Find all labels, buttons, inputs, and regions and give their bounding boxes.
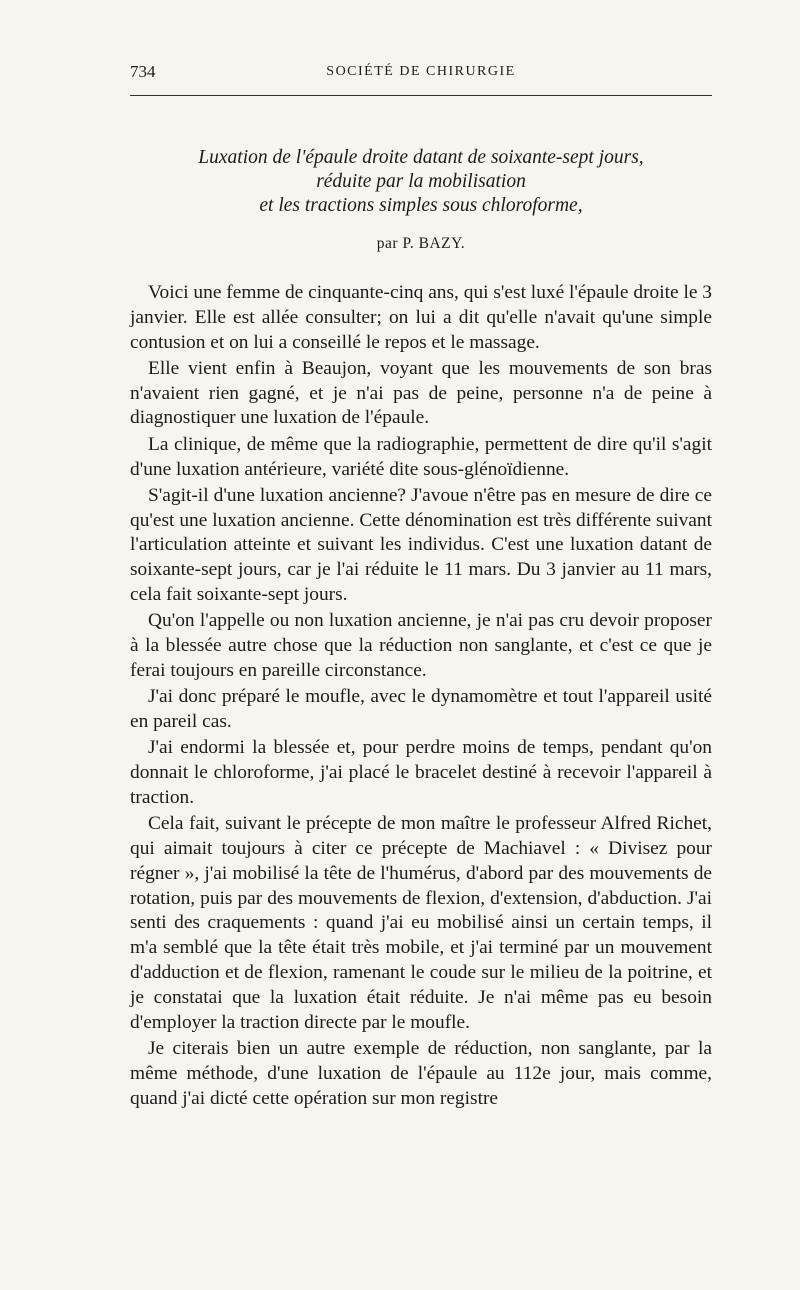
author-byline: par P. BAZY.: [376, 235, 466, 252]
paragraph: S'agit-il d'une luxation ancienne? J'avoue n'être pas en mesure de dire ce qu'est une luxation ancienne. Cette dénomination est très différente suivant l'articulation atteinte et suivant les individus. C'est une luxation datant de soixante-sept jours, car je l'ai réduite le 11 mars. Du 3 janvier au 11 mars, cela fait soixante-sept jours.: [130, 484, 712, 606]
title-line: et les tractions simples sous chloroforme,: [259, 195, 583, 216]
paragraph: La clinique, de même que la radiographie, permettent de dire qu'il s'agit d'une luxation antérieure, variété dite sous-glénoïdienne.: [130, 433, 712, 480]
title-line: Luxation de l'épaule droite datant de soixante-sept jours,: [198, 147, 644, 168]
paragraph: Je citerais bien un autre exemple de réduction, non sanglante, par la même méthode, d'une luxation de l'épaule au 112e jour, mais comme, quand j'ai dicté cette opération sur mon registre: [130, 1037, 712, 1109]
article-body: [130, 281, 712, 1111]
page-header: [130, 58, 712, 88]
running-head: SOCIÉTÉ DE CHIRURGIE: [326, 64, 516, 79]
paragraph: Cela fait, suivant le précepte de mon maître le professeur Alfred Richet, qui aimait toujours à citer ce précepte de Machiavel : « Divisez pour régner », j'ai mobilisé la tête de l'humérus, d'abord par des mouvements de rotation, puis par des mouvements de flexion, d'extension, d'abduction. J'ai senti des craquements : quand j'ai eu mobilisé ainsi un certain temps, il m'a semblé que la tête était très mobile, et j'ai terminé par un mouvement d'adduction et de flexion, ramenant le coude sur le milieu de la poitrine, et je constatai que la luxation était réduite. Je n'ai même pas eu besoin d'employer la traction directe par le moufle.: [130, 813, 712, 1033]
page-number: 734: [130, 62, 156, 81]
paragraph: Elle vient enfin à Beaujon, voyant que les mouvements de son bras n'avaient rien gagné, et je n'ai pas de peine, personne n'a de peine à diagnostiquer une luxation de l'épaule.: [130, 357, 712, 429]
paragraph: Voici une femme de cinquante-cinq ans, qui s'est luxé l'épaule droite le 3 janvier. Elle est allée consulter; on lui a dit qu'elle n'avait qu'une simple contusion et on lui a conseillé le repos et le massage.: [130, 282, 712, 353]
article-title: [130, 146, 712, 218]
paragraph: Qu'on l'appelle ou non luxation ancienne, je n'ai pas cru devoir proposer à la blessée autre chose que la réduction non sanglante, et c'est ce que je ferai toujours en pareille circonstance.: [130, 610, 712, 681]
paragraph: J'ai endormi la blessée et, pour perdre moins de temps, pendant qu'on donnait le chloroforme, j'ai placé le bracelet destiné à recevoir l'appareil à traction.: [130, 737, 712, 808]
paragraph: J'ai donc préparé le moufle, avec le dynamomètre et tout l'appareil usité en pareil cas.: [130, 686, 712, 733]
header-rule: [130, 95, 712, 96]
title-line: réduite par la mobilisation: [316, 171, 526, 192]
